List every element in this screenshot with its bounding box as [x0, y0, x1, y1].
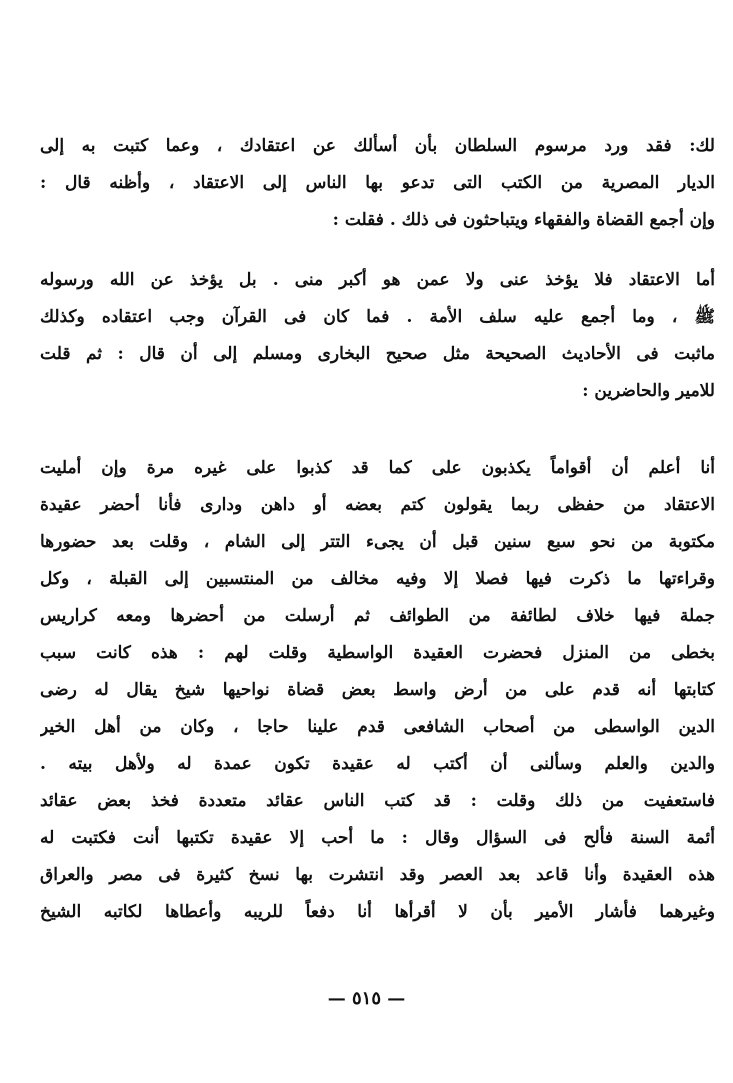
text-line: وغيرهما فأشار الأمير بأن لا أقرأها أنا دفعاً للريبه وأعطاها لكاتبه الشيخ: [40, 902, 715, 922]
text-line: للامير والحاضرين :: [582, 381, 715, 401]
text-line: وإن أجمع القضاة والفقهاء ويتباحثون فى ذلك . فقلت :: [332, 210, 715, 230]
text-line: والدين والعلم وسألنى أن أكتب له عقيدة تكون عمدة له ولأهل بيته .: [40, 754, 715, 774]
paragraph-3: [40, 450, 715, 931]
text-line: جملة فيها خلاف لطائفة من الطوائف ثم أرسلت من أحضرها ومعه كراريس: [40, 606, 715, 626]
text-line: لك: فقد ورد مرسوم السلطان بأن أسألك عن اعتقادك ، وعما كتبت به إلى: [40, 136, 715, 156]
text-line: ماثبت فى الأحاديث الصحيحة مثل صحيح البخارى ومسلم إلى أن قال : ثم قلت: [40, 344, 715, 364]
paragraph-2: [40, 262, 715, 410]
text-line: أئمة السنة فألح فى السؤال وقال : ما أحب إلا عقيدة تكتبها أنت فكتبت له: [40, 828, 715, 848]
text-line: وقراءتها ما ذكرت فيها فصلا إلا وفيه مخالف من المنتسبين إلى القبلة ، وكل: [40, 569, 715, 589]
paragraph-1: [40, 128, 715, 239]
text-line: هذه العقيدة وأنا قاعد بعد العصر وقد انتشرت بها نسخ كثيرة فى مصر والعراق: [40, 865, 715, 885]
page-number: — ٥١٥ —: [327, 988, 406, 1009]
text-line: مكتوبة من نحو سبع سنين قبل أن يجىء التتر إلى الشام ، وقلت بعد حضورها: [40, 532, 715, 552]
text-line: ﷺ ، وما أجمع عليه سلف الأمة . فما كان فى القرآن وجب اعتقاده وكذلك: [40, 307, 715, 327]
text-line: الاعتقاد من حفظى ربما يقولون كتم بعضه أو داهن ودارى فأنا أحضر عقيدة: [40, 495, 715, 515]
text-line: أنا أعلم أن أقواماً يكذبون على كما قد كذبوا على غيره مرة وإن أمليت: [40, 458, 715, 478]
text-line: أما الاعتقاد فلا يؤخذ عنى ولا عمن هو أكبر منى . بل يؤخذ عن الله ورسوله: [40, 270, 715, 290]
text-line: كتابتها أنه قدم على من أرض واسط بعض قضاة نواحيها شيخ يقال له رضى: [40, 680, 715, 700]
text-line: الدين الواسطى من أصحاب الشافعى قدم علينا حاجا ، وكان من أهل الخير: [40, 717, 715, 737]
text-line: الديار المصرية من الكتب التى تدعو بها الناس إلى الاعتقاد ، وأظنه قال :: [40, 173, 715, 193]
text-line: بخطى من المنزل فحضرت العقيدة الواسطية وقلت لهم : هذه كانت سبب: [40, 643, 715, 663]
text-line: فاستعفيت من ذلك وقلت : قد كتب الناس عقائد متعددة فخذ بعض عقائد: [40, 791, 715, 811]
